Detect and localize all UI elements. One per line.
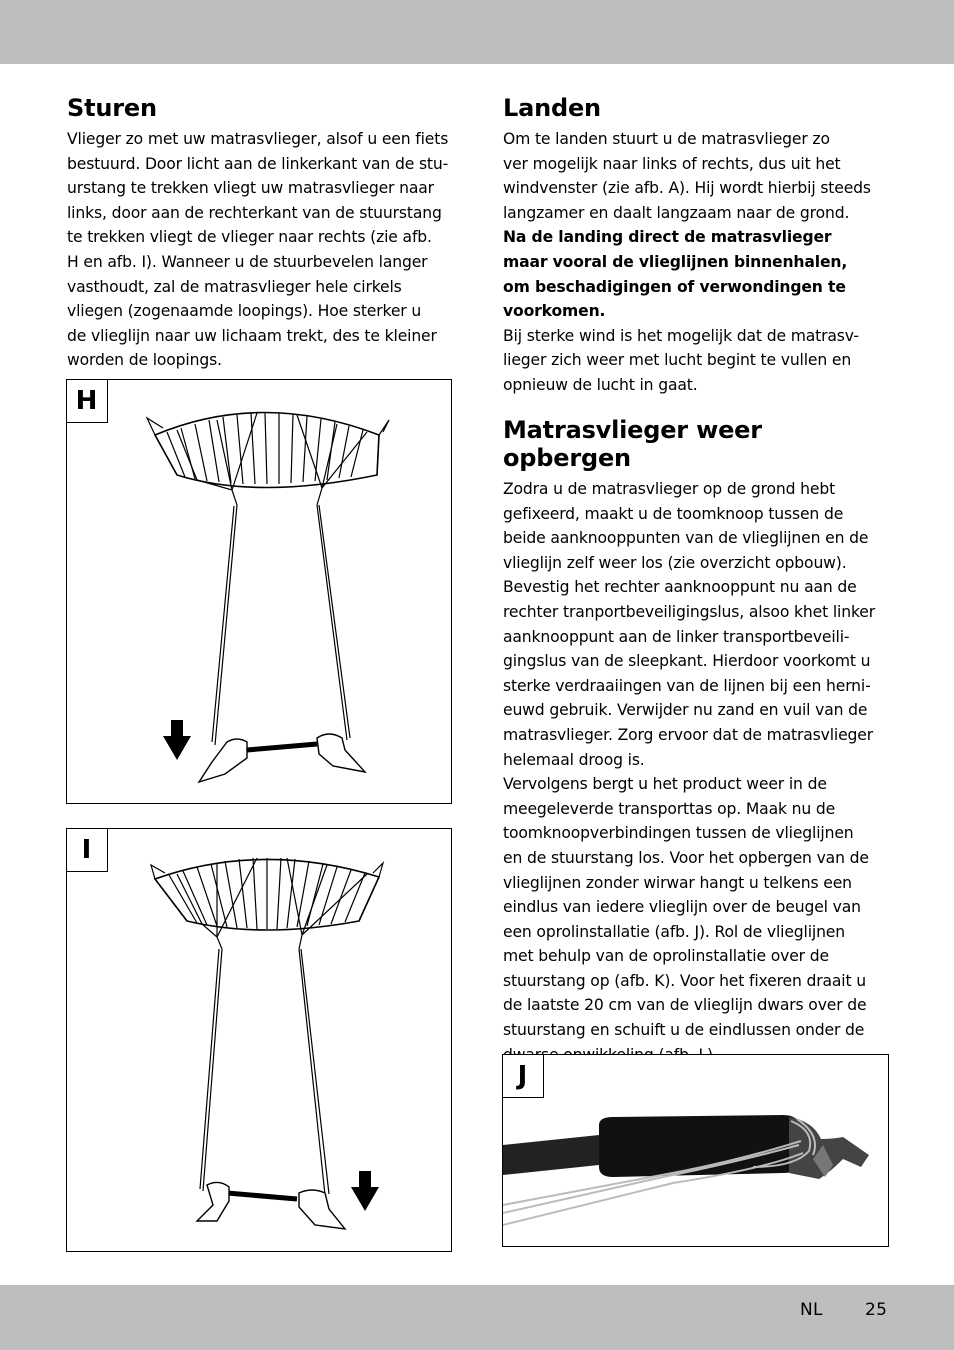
text-line: vasthoudt, zal de matrasvlieger hele cirkels	[67, 277, 402, 296]
text-line: rechter tranportbeveiligingslus, alsoo khet linker	[503, 602, 875, 621]
text-line: urstang te trekken vliegt uw matrasvlieger naar	[67, 179, 434, 198]
text-line: een oprolinstallatie (afb. J). Rol de vlieglijnen	[503, 922, 845, 941]
text-line: worden de loopings.	[67, 351, 222, 370]
text-line: bestuurd. Door licht aan de linkerkant van de stu-	[67, 154, 449, 173]
text-line: Om te landen stuurt u de matrasvlieger zo	[503, 130, 830, 148]
section-landen	[503, 94, 893, 398]
text-line: vlieglijnen zonder wirwar hangt u telkens een	[503, 873, 852, 892]
text-line: opnieuw de lucht in gaat.	[503, 375, 698, 394]
warning-line: voorkomen.	[503, 302, 606, 321]
text-line: met behulp van de oprolinstallatie over de	[503, 947, 829, 966]
figure-i	[66, 828, 452, 1252]
text-line: H en afb. I). Wanneer u de stuurbevelen langer	[67, 252, 428, 271]
text-line: euwd gebruik. Verwijder nu zand en vuil van de	[503, 701, 868, 720]
text-line: ver mogelijk naar links of rechts, dus uit het	[503, 154, 841, 173]
control-bar	[197, 1182, 345, 1229]
section-body	[503, 477, 893, 1067]
kite-illustration-i	[67, 829, 453, 1253]
warning-line: om beschadigingen of verwondingen te	[503, 277, 846, 296]
text-line: vlieglijn zelf weer los (zie overzicht opbouw).	[503, 553, 847, 572]
text-line: de laatste 20 cm van de vlieglijn dwars over de	[503, 996, 867, 1015]
text-line: de vlieglijn naar uw lichaam trekt, des te kleiner	[67, 326, 437, 345]
text-line: windvenster (zie afb. A). Hij wordt hierbij steeds	[503, 179, 871, 198]
section-title: Landen	[503, 94, 601, 122]
header-bar	[0, 0, 954, 64]
section-title: Matrasvlieger weer opbergen	[503, 416, 762, 472]
warning-line: maar vooral de vlieglijnen binnenhalen,	[503, 252, 848, 271]
text-line: en de stuurstang los. Voor het opbergen van de	[503, 848, 869, 867]
text-line: links, door aan de rechterkant van de stuurstang	[67, 203, 442, 222]
section-body	[503, 127, 893, 398]
text-line: gefixeerd, maakt u de toomknoop tussen de	[503, 504, 844, 523]
text-line: stuurstang op (afb. K). Voor het fixeren draait u	[503, 971, 866, 990]
text-line: meegeleverde transporttas op. Maak nu de	[503, 799, 836, 818]
figure-label: H	[66, 379, 108, 423]
text-line: Bevestig het rechter aanknooppunt nu aan de	[503, 578, 857, 597]
arrow-down-icon	[163, 720, 191, 760]
kite-illustration-h	[67, 380, 453, 805]
text-line: te trekken vliegt de vlieger naar rechts (zie afb.	[67, 228, 432, 247]
text-line: helemaal droog is.	[503, 750, 645, 769]
text-line: sterke verdraaiingen van de lijnen bij een herni-	[503, 676, 871, 695]
text-line: stuurstang en schuift u de eindlussen onder de	[503, 1021, 865, 1040]
text-line: Bij sterke wind is het mogelijk dat de matrasv-	[503, 326, 859, 345]
text-line: aanknooppunt aan de linker transportbeveili-	[503, 627, 850, 646]
text-line: Vervolgens bergt u het product weer in de	[503, 775, 827, 794]
text-line: toomknoopverbindingen tussen de vlieglijnen	[503, 824, 854, 843]
text-line: vliegen (zogenaamde loopings). Hoe sterker u	[67, 302, 422, 321]
figure-label: J	[502, 1054, 544, 1098]
figure-label: I	[66, 828, 108, 872]
text-line: Zodra u de matrasvlieger op de grond hebt	[503, 480, 836, 498]
text-line: matrasvlieger. Zorg ervoor dat de matrasvlieger	[503, 725, 873, 744]
control-bar	[199, 734, 365, 782]
text-line: langzamer en daalt langzaam naar de grond.	[503, 203, 850, 222]
page-number: 25	[865, 1300, 888, 1320]
text-line: gingslus van de sleepkant. Hierdoor voorkomt u	[503, 652, 871, 671]
arrow-down-icon	[351, 1171, 379, 1211]
figure-h	[66, 379, 452, 804]
section-body	[67, 127, 455, 373]
footer-language: NL	[800, 1300, 823, 1320]
section-opbergen	[503, 416, 893, 1067]
text-line: eindlus van iedere vlieglijn over de beugel van	[503, 898, 861, 917]
section-title: Sturen	[67, 94, 157, 122]
handle-illustration-j	[503, 1055, 890, 1248]
text-line: Vlieger zo met uw matrasvlieger, alsof u een fiets	[67, 130, 449, 148]
text-line: beide aanknooppunten van de vlieglijnen en de	[503, 529, 869, 548]
warning-line: Na de landing direct de matrasvlieger	[503, 228, 832, 247]
text-line: lieger zich weer met lucht begint te vullen en	[503, 351, 852, 370]
figure-j	[502, 1054, 889, 1247]
section-sturen	[67, 94, 455, 373]
